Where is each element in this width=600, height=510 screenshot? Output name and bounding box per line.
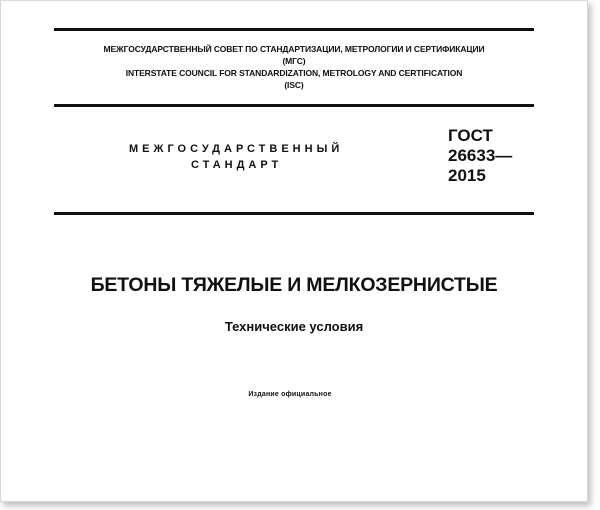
standard-type — [129, 141, 349, 173]
middle-divider — [54, 104, 534, 107]
standard-type-line2: СТАНДАРТ — [191, 159, 283, 171]
document-subtitle: Технические условия — [224, 319, 364, 334]
gost-prefix: ГОСТ — [448, 126, 493, 145]
council-name-ru: МЕЖГОСУДАРСТВЕННЫЙ СОВЕТ ПО СТАНДАРТИЗАЦИИ, МЕТРОЛОГИИ И СЕРТИФИКАЦИИ — [103, 44, 485, 54]
bottom-divider — [54, 212, 534, 215]
gost-number: 26633— — [448, 146, 513, 165]
gost-code — [448, 126, 538, 186]
standard-type-line1: МЕЖГОСУДАРСТВЕННЫЙ — [129, 143, 344, 155]
gost-year: 2015 — [448, 166, 486, 185]
council-abbr-en: (ISC) — [284, 80, 304, 90]
top-divider — [54, 28, 534, 31]
edition-label: Издание официальное — [248, 391, 332, 398]
council-abbr-ru: (МГС) — [282, 56, 306, 66]
council-name-en: INTERSTATE COUNCIL FOR STANDARDIZATION, METROLOGY AND CERTIFICATION — [125, 68, 463, 78]
document-title: БЕТОНЫ ТЯЖЕЛЫЕ И МЕЛКОЗЕРНИСТЫЕ — [90, 274, 498, 296]
